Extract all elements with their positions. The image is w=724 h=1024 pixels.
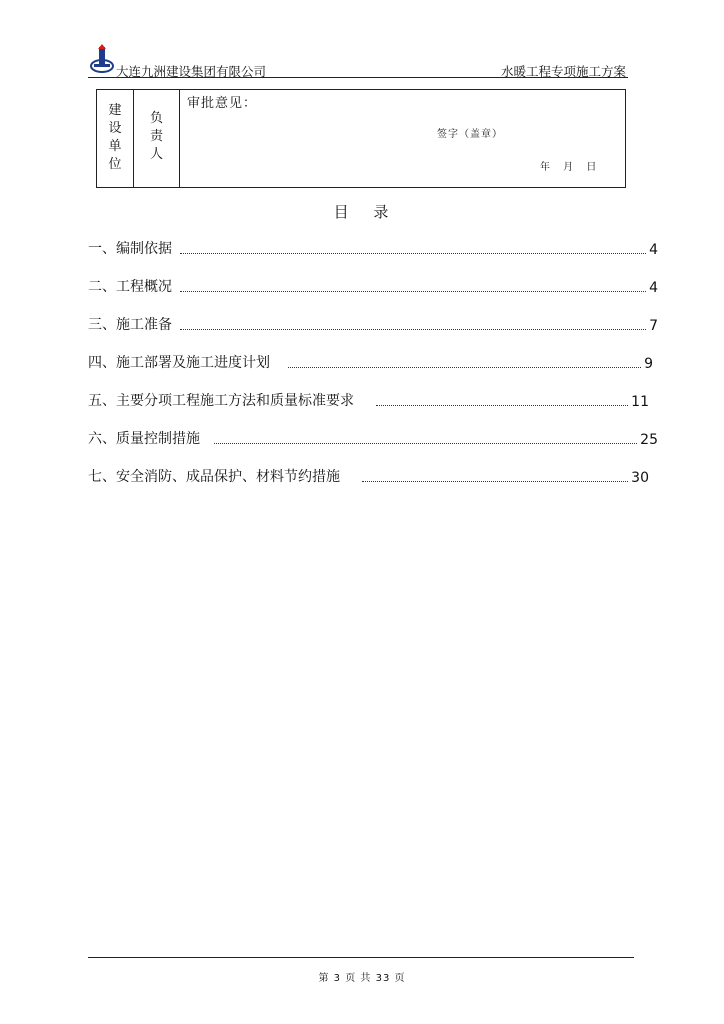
toc-leader-dots xyxy=(180,253,646,254)
responsible-person-char: 人 xyxy=(149,147,163,162)
toc-item[interactable] xyxy=(88,314,658,334)
toc-leader-dots xyxy=(180,329,646,330)
toc-item[interactable] xyxy=(88,352,653,372)
construction-unit-char: 单 xyxy=(108,139,122,154)
responsible-person-cell xyxy=(134,90,180,187)
toc-item-page: 4 xyxy=(649,242,658,258)
construction-unit-char: 位 xyxy=(108,157,122,172)
toc-item-label: 二、工程概况 xyxy=(88,279,172,295)
toc-leader-dots xyxy=(288,367,641,368)
toc-item[interactable] xyxy=(88,238,658,258)
approval-table xyxy=(96,89,626,188)
page-number: 第 3 页 共 33 页 xyxy=(318,973,406,984)
toc-item-label: 一、编制依据 xyxy=(88,241,172,257)
construction-unit-cell xyxy=(97,90,134,187)
footer-divider xyxy=(88,957,634,958)
toc-item[interactable] xyxy=(88,276,658,296)
toc-leader-dots xyxy=(180,291,646,292)
responsible-person-char: 责 xyxy=(149,129,163,144)
toc-item[interactable] xyxy=(88,466,649,486)
toc-leader-dots xyxy=(214,443,637,444)
header-divider xyxy=(88,77,628,78)
toc-item-page: 11 xyxy=(631,394,649,410)
toc-leader-dots xyxy=(376,405,628,406)
company-logo-icon xyxy=(90,44,114,74)
signature-label: 签字（盖章） xyxy=(437,129,503,140)
date-label: 年 月 日 xyxy=(540,162,597,173)
construction-unit-char: 建 xyxy=(108,103,122,118)
toc-leader-dots xyxy=(362,481,628,482)
toc-item-page: 4 xyxy=(649,280,658,296)
toc-item-label: 五、主要分项工程施工方法和质量标准要求 xyxy=(88,393,354,409)
company-name: 大连九洲建设集团有限公司 xyxy=(116,64,267,79)
document-title: 水暖工程专项施工方案 xyxy=(500,64,626,79)
responsible-person-char: 负 xyxy=(149,111,163,126)
toc-item-label: 三、施工准备 xyxy=(88,317,172,333)
toc-title: 目 录 xyxy=(333,203,399,221)
construction-unit-char: 设 xyxy=(108,121,122,136)
page-header xyxy=(88,40,628,78)
toc-item[interactable] xyxy=(88,428,658,448)
toc-item[interactable] xyxy=(88,390,649,410)
toc-item-page: 30 xyxy=(631,470,649,486)
toc-item-label: 七、安全消防、成品保护、材料节约措施 xyxy=(88,469,340,485)
toc-item-page: 9 xyxy=(644,356,653,372)
approval-opinion-label: 审批意见： xyxy=(187,96,258,111)
toc-item-page: 7 xyxy=(649,318,658,334)
toc-item-label: 四、施工部署及施工进度计划 xyxy=(88,355,270,371)
toc-item-page: 25 xyxy=(640,432,658,448)
toc-item-label: 六、质量控制措施 xyxy=(88,431,200,447)
